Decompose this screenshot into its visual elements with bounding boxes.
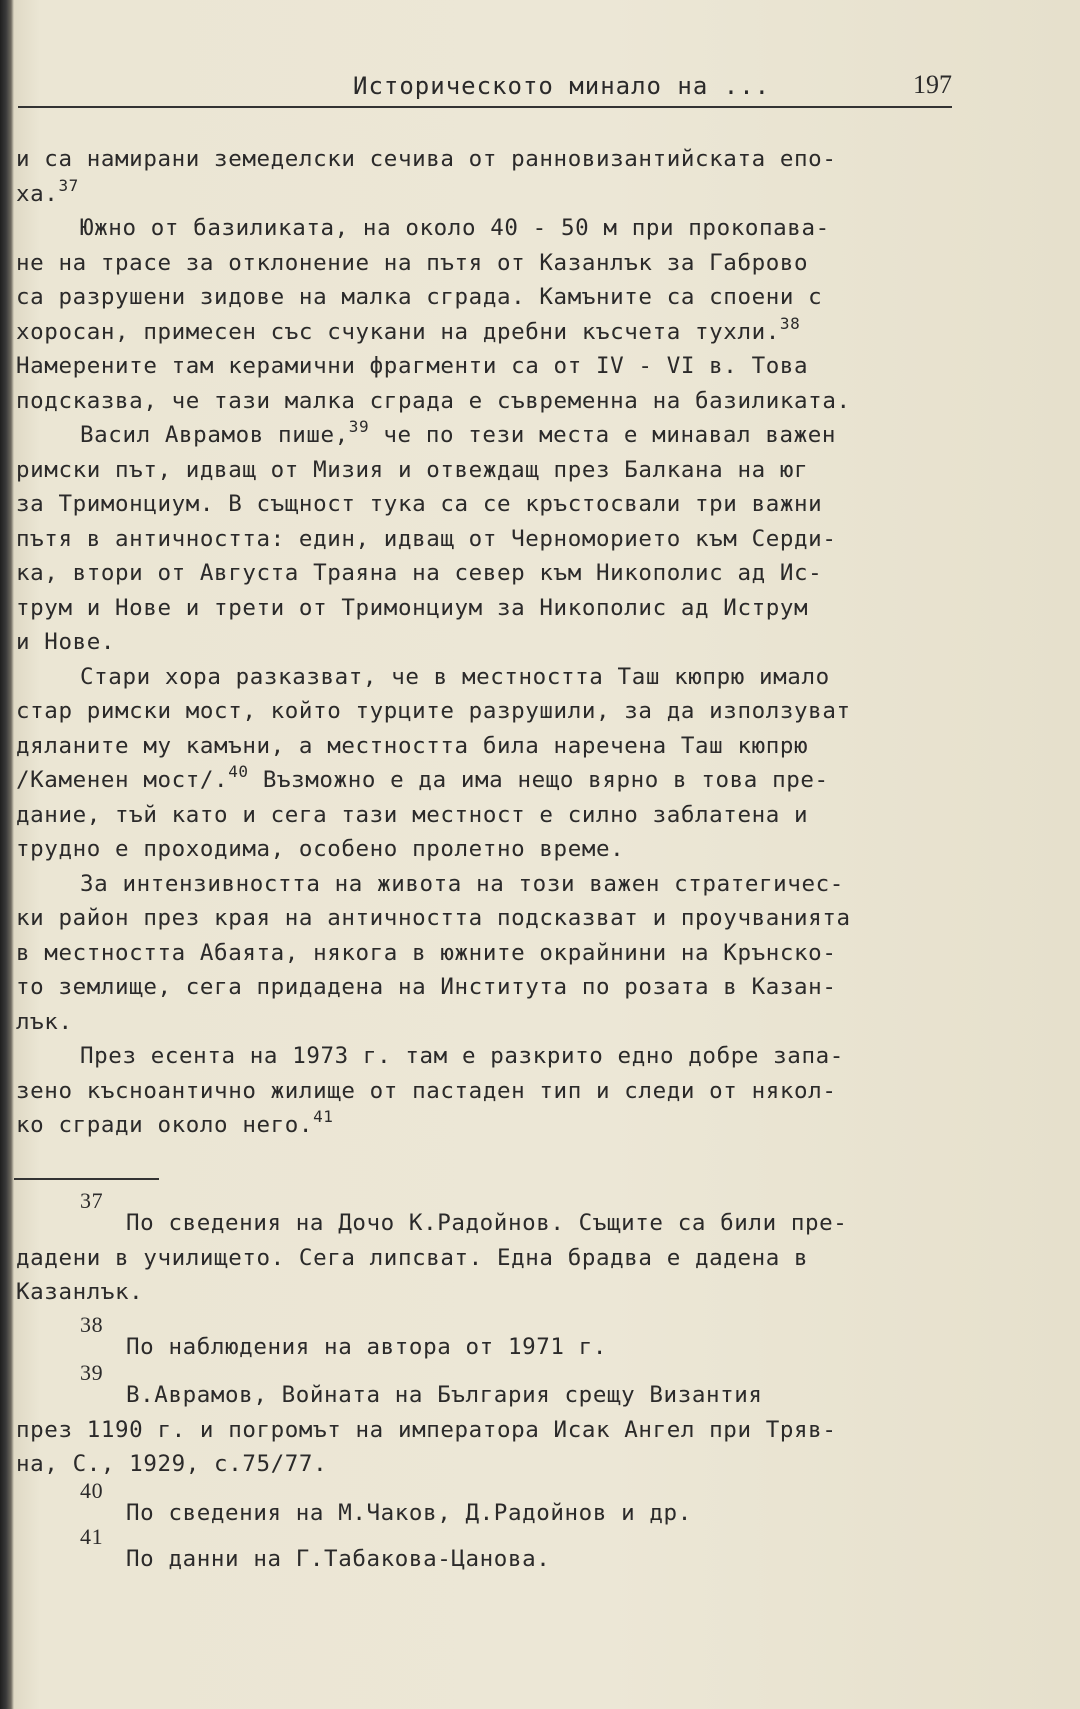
paragraph-3 (16, 418, 960, 660)
text-line: ка, втори от Августа Траяна на север към Никополис ад Ис- (16, 560, 823, 586)
text-line: Южно от базиликата, на около 40 - 50 м при прокопава- (80, 215, 830, 241)
text-line: римски път, идващ от Мизия и отвеждащ през Балкана на юг (16, 456, 809, 483)
footnote-41 (16, 1526, 960, 1577)
text-line: подсказва, че тази малка сграда е съвременна на базиликата. (16, 387, 851, 414)
footnote-ref-37: 37 (58, 175, 79, 195)
footnote-line: през 1190 г. и погромът на императора Исак Ангел при Тряв- (16, 1416, 837, 1443)
text-line: не на трасе за отклонение на пътя от Казанлък за Габрово (16, 249, 809, 276)
paragraph-2 (16, 211, 960, 418)
text-line: и Нове. (16, 629, 116, 655)
footnote-divider (14, 1178, 159, 1180)
footnote-number: 40 (80, 1477, 104, 1503)
footnote-39 (16, 1362, 960, 1482)
text-line: Намерените там керамични фрагменти са от IV - VI в. Това (16, 353, 809, 379)
text-line: През есента на 1973 г. там е разкрито едно добре запа- (80, 1043, 844, 1069)
text-line (16, 418, 960, 453)
paragraph-5 (16, 867, 960, 1040)
footnote-line: По сведения на Дочо К.Радойнов. Същите са били пре- (126, 1210, 848, 1236)
footnote-number: 38 (80, 1311, 104, 1337)
text-line: ки район през края на античността подсказват и проучванията (16, 905, 851, 931)
paragraph-6 (16, 1039, 960, 1143)
text-line: зено късноантично жилище от пастаден тип и следи от някол- (16, 1077, 837, 1104)
text-fragment: хоросан, примесен със счукани на дребни късчета тухли. (16, 318, 780, 345)
footnotes (16, 1190, 960, 1577)
text-line: то землище, сега придадена на Института по розата в Казан- (16, 974, 837, 1000)
text-line: стар римски мост, който турците разрушили, за да използуват (16, 698, 851, 724)
footnote-ref-40: 40 (228, 762, 249, 781)
footnote-number: 37 (80, 1188, 104, 1213)
text-line (16, 315, 960, 350)
page-number: 197 (913, 70, 952, 99)
footnote-line: Казанлък. (16, 1279, 144, 1305)
paragraph-1 (16, 142, 960, 211)
footnote-ref-41: 41 (313, 1107, 334, 1126)
text-line: са разрушени зидове на малка сграда. Камъните са споени с (16, 284, 823, 310)
paragraph-4 (16, 660, 960, 867)
text-fragment: ха. (16, 180, 59, 207)
text-line: за Тримонциум. В същност тука са се кръстосвали три важни (16, 491, 823, 517)
footnote-line: По наблюдения на автора от 1971 г. (126, 1333, 607, 1360)
footnote-number: 39 (80, 1360, 104, 1385)
text-fragment: че по тези места е минавал важен (369, 422, 837, 448)
text-line: За интензивността на живота на този важен стратегичес- (80, 870, 844, 897)
text-line: и са намирани земеделски сечива от ранновизантийската епо- (16, 146, 837, 172)
text-line: в местността Абаята, някога в южните окрайнини на Крънско- (16, 939, 837, 966)
text-line (16, 1108, 960, 1143)
text-fragment: /Каменен мост/. (16, 767, 229, 793)
text-fragment: ко сгради около него. (16, 1112, 314, 1138)
text-line: трум и Нове и трети от Тримонциум за Никополис ад Иструм (16, 594, 809, 621)
body-text (16, 142, 960, 1143)
running-title: Историческото минало на ... (353, 72, 771, 100)
running-header (18, 70, 952, 108)
text-line: пътя в античността: един, идващ от Черноморието към Серди- (16, 525, 837, 552)
binding-edge (0, 0, 14, 1709)
footnote-ref-38: 38 (779, 313, 801, 333)
text-fragment: Възможно е да има нещо вярно в това пре- (248, 767, 829, 793)
text-fragment: Васил Аврамов пише, (80, 422, 349, 448)
text-line (16, 763, 960, 798)
footnote-40 (16, 1477, 960, 1531)
footnote-line: на, С., 1929, с.75/77. (16, 1451, 328, 1477)
footnote-38 (16, 1311, 960, 1365)
footnote-line: По данни на Г.Табакова-Цанова. (126, 1546, 551, 1572)
text-line: дяланите му камъни, а местността била наречена Таш кюпрю (16, 732, 809, 759)
text-line: дание, тъй като и сега тази местност е силно заблатена и (16, 801, 809, 828)
footnote-ref-39: 39 (348, 417, 370, 436)
text-line: трудно е проходима, особено пролетно време. (16, 836, 625, 862)
footnote-37 (16, 1190, 960, 1310)
text-line (16, 177, 960, 212)
text-line: Стари хора разказват, че в местността Таш кюпрю имало (80, 663, 830, 690)
footnote-line: дадени в училището. Сега липсват. Една брадва е дадена в (16, 1244, 809, 1271)
footnote-line: По сведения на М.Чаков, Д.Радойнов и др. (126, 1499, 692, 1526)
footnote-number: 41 (80, 1524, 104, 1549)
text-line: лък. (16, 1008, 73, 1035)
footnote-line: В.Аврамов, Войната на България срещу Византия (126, 1382, 763, 1408)
